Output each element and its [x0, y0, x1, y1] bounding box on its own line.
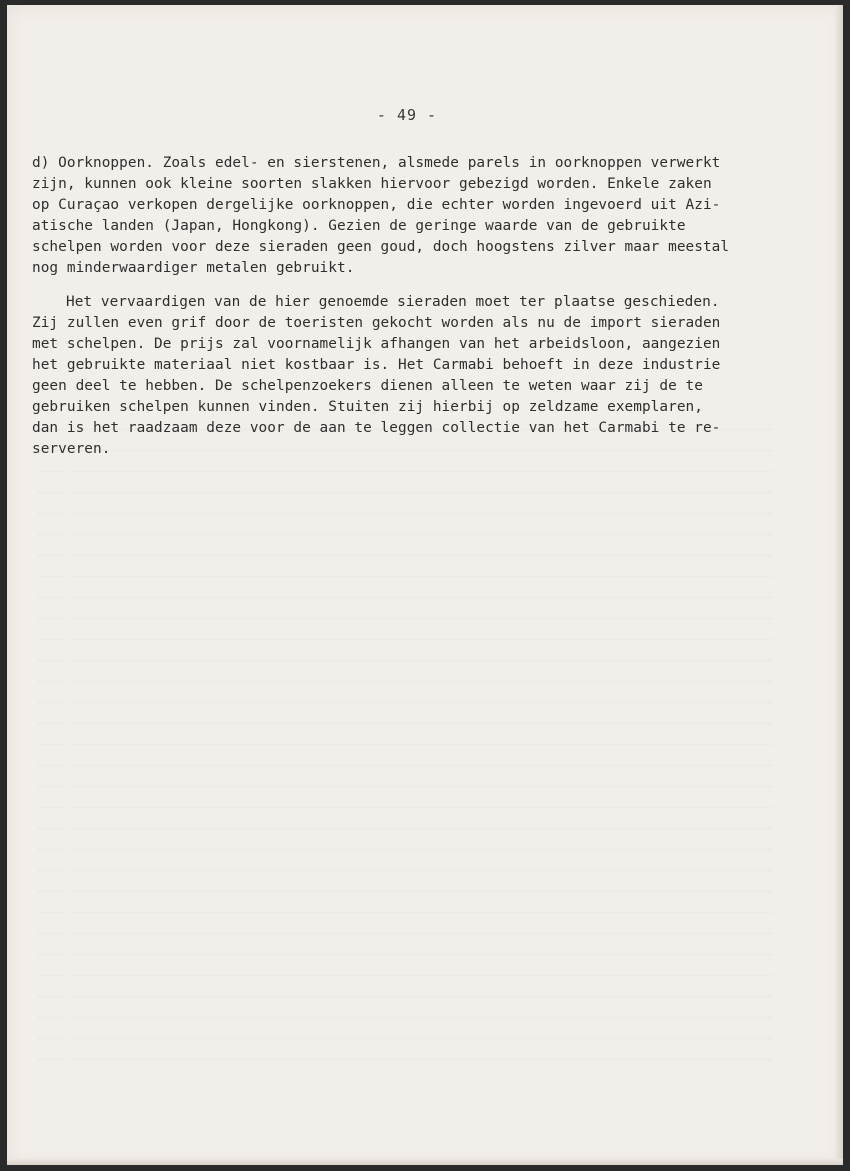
paragraph-vervaardigen — [32, 292, 792, 460]
paper-edge-bottom — [7, 1159, 843, 1165]
text-line: het gebruikte materiaal niet kostbaar is. Het Carmabi behoeft in deze industrie — [32, 357, 721, 373]
text-line: op Curaçao verkopen dergelijke oorknoppen, die echter worden ingevoerd uit Azi- — [32, 197, 721, 213]
text-line: Zij zullen even grif door de toeristen gekocht worden als nu de import sieraden — [32, 315, 721, 331]
text-line: zijn, kunnen ook kleine soorten slakken hiervoor gebezigd worden. Enkele zaken — [32, 176, 712, 192]
text-line: geen deel te hebben. De schelpenzoekers dienen alleen te weten waar zij de te — [32, 378, 703, 394]
document-page — [7, 5, 843, 1165]
text-line: atische landen (Japan, Hongkong). Gezien de geringe waarde van de gebruikte — [32, 218, 686, 234]
bleed-through-text — [72, 415, 772, 1065]
text-line: nog minderwaardiger metalen gebruikt. — [32, 260, 355, 276]
text-line: met schelpen. De prijs zal voornamelijk afhangen van het arbeidsloon, aangezien — [32, 336, 721, 352]
bleed-through-margin — [37, 415, 65, 1065]
paper-edge-right — [835, 5, 843, 1165]
paragraph-oorknoppen — [32, 153, 792, 279]
text-line: d) Oorknoppen. Zoals edel- en sierstenen, alsmede parels in oorknoppen verwerkt — [32, 155, 721, 171]
text-line: gebruiken schelpen kunnen vinden. Stuiten zij hierbij op zeldzame exemplaren, — [32, 399, 703, 415]
text-line: dan is het raadzaam deze voor de aan te leggen collectie van het Carmabi te re- — [32, 420, 721, 436]
page-number: - 49 - — [376, 106, 438, 124]
text-line: schelpen worden voor deze sieraden geen goud, doch hoogstens zilver maar meestal — [32, 239, 730, 255]
text-line: Het vervaardigen van de hier genoemde sieraden moet ter plaatse geschieden. — [66, 294, 720, 310]
text-line: serveren. — [32, 441, 111, 457]
